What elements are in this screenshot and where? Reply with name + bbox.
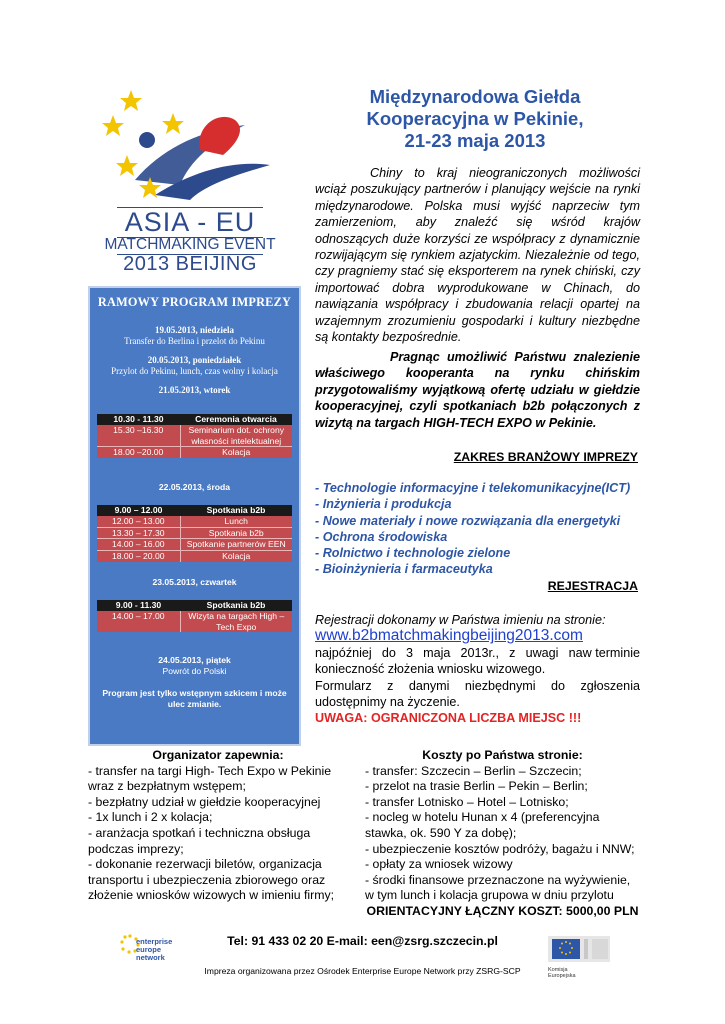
event-cell: Wizyta na targach High – Tech Expo [180,611,292,633]
list-item: - nocleg w hotelu Hunan x 4 (preferencyjna stawka, ok. 590 Y za dobę); [365,810,600,840]
sectors-heading: ZAKRES BRANŻOWY IMPREZY [453,450,638,464]
list-item: - transfer: Szczecin – Berlin – Szczecin; [365,763,582,778]
time-cell: 10.30 - 11.30 [97,414,180,425]
registration-intro: Rejestracji dokonamy w Państwa imieniu na stronie: [315,613,606,627]
organizer-heading: Organizator zapewnia: [152,748,284,762]
list-item: - dokonanie rezerwacji biletów, organizacja transportu i ubezpieczenia zbiorowego oraz złożenie wniosków wizowych w imieniu firmy; [88,857,335,903]
event-cell: Ceremonia otwarcia [180,414,292,425]
list-item: - Technologie informacyjne i telekomunikacyjne(ICT) [315,481,631,495]
schedule-table-day5 [97,600,292,632]
registration-heading: REJESTRACJA [547,579,638,593]
organizer-column [88,748,348,904]
offer-text: Pragnąc umożliwić Państwu znalezienie właściwego kooperanta na rynku chińskim przygotowaliśmy wyjątkową ofertę udziału w giełdzie kooperacyjnej, czyli spotkaniach b2b połączonych z wizytą na targach HIGH-TECH EXPO w Pekinie. [315,350,640,430]
schedule-table-day3 [97,414,292,458]
logo-year: 2013 BEIJING [123,253,257,275]
list-item: - transfer na targi High- Tech Expo w Pekinie wraz z bezpłatnym wstępem; [88,763,332,794]
event-cell: Kolacja [180,447,292,458]
time-cell: 13.30 – 17.30 [97,527,180,539]
logo-title: ASIA - EU [124,207,256,237]
sectors-list [315,480,640,578]
page-title [330,86,620,152]
day-date: 19.05.2013, niedziela [155,325,234,335]
deadline-a: w terminie [582,645,640,660]
warning-text: UWAGA: OGRANICZONA LICZBA MIEJSC !!! [315,711,582,726]
eu-commission-logo [548,936,610,979]
offer-paragraph [315,349,640,431]
list-item: - aranżacja spotkań i techniczna obsługa podczas imprezy; [88,825,311,856]
title-line: Międzynarodowa Giełda [369,86,581,107]
list-item: - Rolnictwo i technologie zielone [315,546,511,561]
event-cell: Spotkanie partnerów EEN [180,539,292,551]
deadline-text: najpóźniej do 3 maja 2013r., z uwagi na konieczność złożenia wniosku wizowego. [315,645,583,677]
list-item: - opłaty za wniosek wizowy [365,857,513,872]
title-line: 21-23 maja 2013 [404,130,546,151]
time-cell: 14.00 – 16.00 [97,539,180,551]
total-cost: ORIENTACYJNY ŁĄCZNY KOSZT: 5000,00 PLN [366,903,639,918]
list-item: - transfer Lotnisko – Hotel – Lotnisko; [365,794,569,809]
program-note: Program jest tylko wstępnym szkicem i może ulec zmianie. [102,688,287,709]
event-cell: Lunch [180,516,292,527]
intro-text: Chiny to kraj nieograniczonych możliwości wciąż poszukujący partnerów i planujący wejście na rynki międzynarodowe. Polska musi wyjść naprzeciw tym zamierzeniom, aby znaleźć się wśród krajów odnoszących duże korzyści ze współpracy z dynamicznie rozwijającym się rynkiem azjatyckim. Niezależnie od tego, czy pragniemy stać się eksporterem na rynek chiński, czy importować dobra wyprodukowane w Chinach, do nawiązania współpracy i zbudowania relacji opartej na wzajemnym zrozumieniu gospodarki i kultury niezbędne są kontakty bezpośrednie. [315,166,640,345]
registration-link[interactable]: www.b2bmatchmakingbeijing2013.com [315,627,583,645]
list-item: - Bioinżynieria i farmaceutyka [315,562,493,577]
een-line: network [136,953,165,962]
event-logo-graphic [95,85,285,207]
eu-line: Europejska [548,973,576,979]
day-date: 23.05.2013, czwartek [152,577,237,587]
time-cell: 9.00 – 12.00 [97,505,180,516]
event-cell: Spotkania b2b [180,505,292,516]
event-logo [95,85,285,285]
list-item: - ubezpieczenie kosztów podróży, bagażu i NNW; [365,841,635,856]
title-line: Kooperacyjna w Pekinie, [366,108,584,129]
day-date: 20.05.2013, poniedziałek [147,355,242,365]
list-item: - Inżynieria i produkcja [315,497,452,512]
list-item: - Ochrona środowiska [315,529,448,544]
event-cell: Seminarium dot. ochrony własności intelektualnej [180,425,292,447]
event-cell: Spotkania b2b [180,600,292,611]
day-date: 22.05.2013, środa [158,482,231,492]
list-item: - bezpłatny udział w giełdzie kooperacyjnej [88,794,321,809]
list-item: - środki finansowe przeznaczone na wyżywienie, w tym lunch i kolacja grupowa w dniu przylotu [365,872,631,903]
list-item: - Nowe materiały i nowe rozwiązania dla energetyki [315,513,621,528]
contact-line: Tel: 91 433 02 20 E-mail: een@zsrg.szczecin.pl [227,934,498,948]
list-item: - przelot na trasie Berlin – Pekin – Berlin; [365,779,588,794]
day-text: Przylot do Pekinu, lunch, czas wolny i kolacja [111,366,278,376]
time-cell: 18.00 – 20.00 [97,551,180,562]
day-text: Transfer do Berlina i przelot do Pekinu [124,336,265,346]
een-line: europe [136,945,162,954]
registration-section [315,612,640,727]
event-cell: Spotkania b2b [180,527,292,539]
day-text: Powrót do Polski [162,666,227,676]
form-text: Formularz z danymi niezbędnymi do zgłoszenia udostępnimy na życzenie. [315,678,640,710]
costs-heading: Koszty po Państwa stronie: [422,748,583,762]
time-cell: 12.00 – 13.00 [97,516,180,527]
time-cell: 15.30 –16.30 [97,425,180,447]
intro-paragraph [315,165,640,345]
eu-line: Komisja [548,967,568,973]
schedule-table-day4 [97,505,292,562]
program-title: RAMOWY PROGRAM IMPREZY [97,295,292,309]
eu-flag-icon [548,936,610,962]
eu-text [548,967,610,979]
time-cell: 9.00 - 11.30 [97,600,180,611]
registration-link-line [315,627,640,660]
program-panel [88,286,301,746]
logo-subtitle: MATCHMAKING EVENT [104,236,276,253]
footer-line: Impreza organizowana przez Ośrodek Enterprise Europe Network przy ZSRG-SCP [204,966,521,976]
een-line: enterprise [136,937,173,946]
list-item: - 1x lunch i 2 x kolacja; [88,810,213,825]
time-cell: 14.00 – 17.00 [97,611,180,633]
day-date: 21.05.2013, wtorek [158,385,231,395]
event-cell: Kolacja [180,551,292,562]
time-cell: 18.00 –20.00 [97,447,180,458]
costs-column [365,748,640,920]
day-date: 24.05.2013, piątek [158,655,231,665]
